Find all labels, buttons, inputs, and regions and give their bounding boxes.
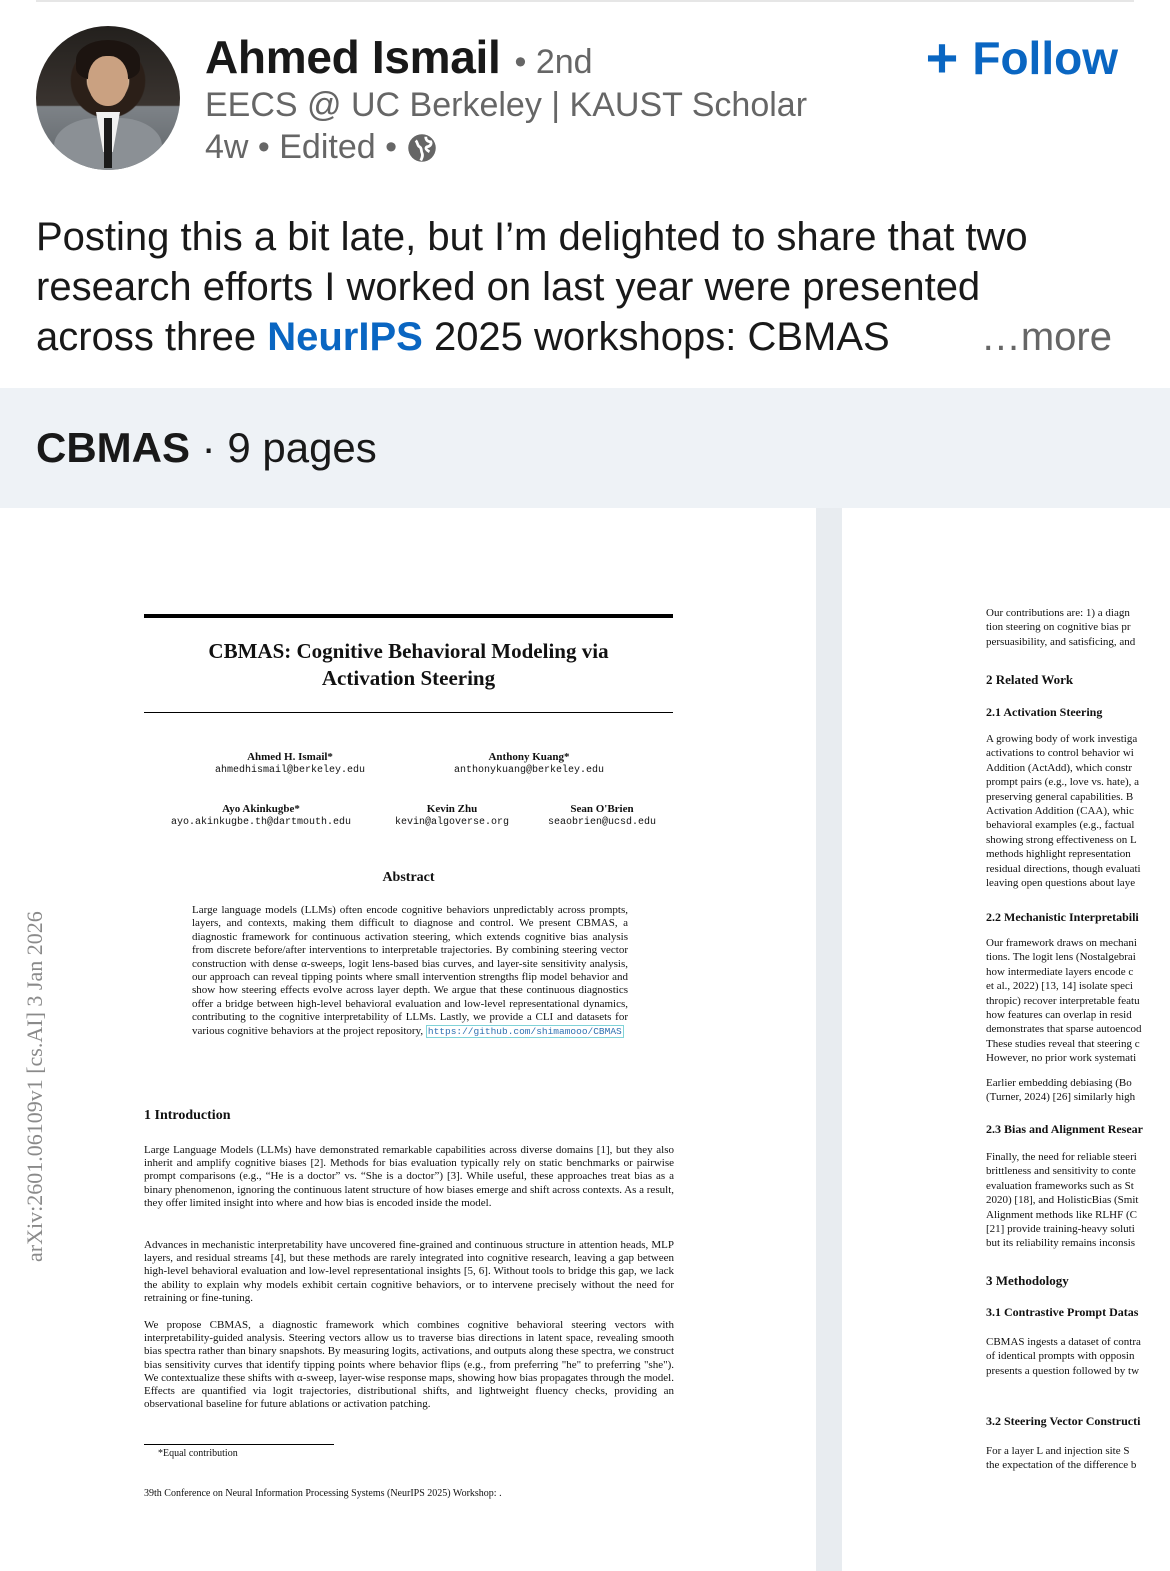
paper-author [438,750,620,778]
top-divider [36,0,1134,2]
page2-text-line: residual directions, though evaluati [986,862,1141,875]
paper-author-email: kevin@algoverse.org [394,817,510,828]
page2-text-line: tion steering on cognitive bias pr [986,621,1131,634]
paper-author [534,802,670,830]
post-line-1: Posting this a bit late, but I’m delighted to share that two [36,215,1028,259]
post-line-3 [36,312,1136,362]
page2-text-line: presents a question followed by tw [986,1364,1140,1377]
page2-text-line: but its reliability remains inconsis [986,1237,1136,1250]
globe-icon [407,133,437,163]
post-text [36,212,1136,362]
page2-text-line: CBMAS ingests a dataset of contra [986,1336,1141,1348]
page2-text-line: [21] provide training-heavy soluti [986,1223,1135,1235]
page2-text-line: behavioral examples (e.g., factual [986,819,1135,832]
page2-heading: 2.3 Bias and Alignment Resear [986,1122,1144,1136]
follow-label: Follow [972,32,1118,84]
title-rule-bottom [144,712,673,713]
footnote-rule [144,1444,334,1445]
page2-heading: 3.2 Steering Vector Constructi [986,1414,1141,1428]
follow-button[interactable] [925,26,1118,89]
plus-icon: + [925,26,959,89]
see-more-link[interactable]: …more [980,315,1112,359]
neurips-hashtag-link[interactable]: NeurIPS [267,315,423,359]
page2-text-line: Alignment methods like RLHF (C [986,1208,1137,1221]
page2-text-line: Our framework draws on mechani [986,937,1137,949]
page2-text-line: how intermediate layers encode c [986,965,1134,978]
repository-link[interactable]: https://github.com/shimamooo/CBMAS [427,1025,622,1037]
paper-author-name: Ayo Akinkugbe* [222,803,300,815]
introduction-heading: 1 Introduction [144,1108,231,1123]
page2-text-line: Our contributions are: 1) a diagn [986,607,1130,619]
page2-heading: 3 Methodology [986,1273,1069,1288]
paper-author-email: ayo.akinkugbe.th@dartmouth.edu [170,817,352,828]
post-line-3-prefix: across three [36,315,268,359]
document-page-1[interactable] [0,508,816,1571]
arxiv-stamp: arXiv:2601.06109v1 [cs.AI] 3 Jan 2026 [22,911,47,1262]
page2-text-line: prompt pairs (e.g., love vs. hate), a [986,776,1140,789]
paper-author [382,802,522,830]
paper-author-name: Ahmed H. Ismail* [247,751,333,763]
page2-text-line: Addition (ActAdd), which constr [986,761,1133,774]
page2-text-line: 2020) [18], and HolisticBias (Smit [986,1194,1139,1207]
page2-text-line: (Turner, 2024) [26] similarly high [986,1091,1136,1104]
post-meta [205,128,437,167]
page2-text-line: showing strong effectiveness on L [986,833,1137,846]
page2-text-line: preserving general capabilities. B [986,790,1134,803]
page2-text-line: Activation Addition (CAA), whic [986,805,1134,817]
page2-text-line: activations to control behavior wi [986,747,1134,760]
post-line-3-suffix: 2025 workshops: CBMAS [422,315,890,359]
page2-text-line: These studies reveal that steering c [986,1037,1140,1050]
post-time: 4w • Edited • [205,128,398,166]
intro-paragraph-1: Large Language Models (LLMs) have demonstrated remarkable capabilities across diverse domains [1], but they also inherit and amplify cognitive biases [2]. Methods for bias evaluation typically rely on static benchmarks or pairwise prompt comparisons (e.g., “He is a doctor” vs. “She is a doctor”) [3]. While useful, these approaches treat bias as a binary phenomenon, ignoring the continuous latent structure of how biases emerge and shift across contexts. As a result, they offer limited insight into where and how bias is encoded inside the model. [144,1144,674,1209]
paper-title [144,638,673,692]
document-title[interactable] [36,424,377,472]
paper-author [152,802,370,830]
author-name-row [205,30,593,83]
page2-text-line: of identical prompts with opposin [986,1350,1135,1363]
page2-heading: 2.1 Activation Steering [986,705,1103,719]
page2-text-line: leaving open questions about laye [986,877,1136,889]
author-avatar[interactable] [36,26,180,170]
page2-text-line: thropic) recover interpretable featu [986,994,1140,1007]
paper-title-line-1: CBMAS: Cognitive Behavioral Modeling via [208,639,609,663]
page2-text-line: et al., 2022) [13, 14] isolate speci [986,980,1133,993]
abstract-body: Large language models (LLMs) often encode cognitive behaviors unpredictably across prompts, layers, and contexts, making them difficult to diagnose and control. We present CBMAS, a diagnostic framework for continuous activation steering, which extends cognitive bias analysis from discrete before/after interventions to interpretable trajectories. By combining steering vector construction with dense α-sweeps, logit lens-based bias curves, and layer-site sensitivity analysis, our approach can reveal tipping points where small intervention strengths flip model behavior and show how steering effects evolve across layer depth. We argue that these continuous diagnostics offer a bridge between high-level behavioral evaluation and low-level representational dynamics, contributing to the cognitive interpretability of LLMs. Lastly, we provide a CLI and datasets for various cognitive behaviors at the project repository, [192,904,628,1037]
page2-text-line: A growing body of work investiga [986,733,1138,745]
abstract-heading: Abstract [382,870,435,885]
paper-author-name: Anthony Kuang* [488,751,570,763]
page2-heading: 2.2 Mechanistic Interpretabili [986,910,1139,924]
page2-text-line: brittleness and sensitivity to conte [986,1165,1136,1178]
page2-text-line: Finally, the need for reliable steeri [986,1151,1137,1163]
author-headline: EECS @ UC Berkeley | KAUST Scholar [205,86,808,124]
author-name[interactable]: Ahmed Ismail [205,31,501,83]
title-rule-top [144,614,673,618]
page2-text-line: how features can overlap in resid [986,1009,1132,1021]
intro-paragraph-2: Advances in mechanistic interpretability have uncovered fine-grained and continuous structure in attention heads, MLP layers, and residual streams [4], but these methods are rarely integrated into cognitive research, leaving a gap between high-level behavioral evaluation and low-level representational insights [5, 6]. Without tools to bridge this gap, we lack the ability to explain why models exhibit certain cognitive behaviors, or to intervene precisely without the need for retraining or fine-tuning. [144,1239,674,1304]
intro-paragraph-3: We propose CBMAS, a diagnostic framework which combines cognitive behavioral steering vectors with interpretability-guided analysis. Steering vectors allow us to traverse bias directions in latent space, revealing smooth bias spectra rather than binary snapshots. By measuring logits, activations, and outputs along these spectra, we construct bias sensitivity curves that identify tipping points where behavior flips (e.g., from preferring "he" to preferring "she"). We contextualize these shifts with α-sweep, layer-wise response maps, showing how bias propagates through the model. Effects are quantified via logit trajectories, distributional shifts, and lightweight fluency checks, providing an observational baseline for future ablations or activation patching. [144,1319,674,1411]
page2-text-line: evaluation frameworks such as St [986,1179,1134,1192]
paper-author [200,750,380,778]
footnote: *Equal contribution [158,1448,238,1459]
paper-author-name: Kevin Zhu [426,803,478,815]
paper-title-line-2: Activation Steering [321,666,496,690]
document-name: CBMAS [36,424,190,471]
page2-text-line: the expectation of the difference b [986,1459,1137,1472]
page2-heading: 2 Related Work [986,672,1074,687]
paper-author-email: ahmedhismail@berkeley.edu [214,765,366,776]
abstract-text [192,904,628,1038]
page2-heading: 3.1 Contrastive Prompt Datas [986,1305,1139,1319]
page2-text-line: For a layer L and injection site S [986,1445,1130,1457]
paper-author-name: Sean O'Brien [570,803,634,815]
page2-text-line: Earlier embedding debiasing (Bo [986,1077,1132,1089]
document-page-2[interactable] [842,508,1170,1571]
post-line-2: research efforts I worked on last year were presented [36,265,981,309]
conference-line: 39th Conference on Neural Information Processing Systems (NeurIPS 2025) Workshop: . [144,1488,502,1499]
page2-text-line: However, no prior work systemati [986,1052,1137,1065]
document-page-count: · 9 pages [190,424,377,471]
connection-degree: • 2nd [514,43,593,81]
page2-text-line: persuasibility, and satisficing, and [986,635,1136,648]
page2-text-line: methods highlight representation [986,848,1131,861]
page2-text-line: demonstrates that sparse autoencod [986,1023,1142,1036]
paper-author-email: anthonykuang@berkeley.edu [453,765,605,776]
paper-author-email: seaobrien@ucsd.edu [547,817,657,828]
page2-text-line: tions. The logit lens (Nostalgebrai [986,951,1136,964]
